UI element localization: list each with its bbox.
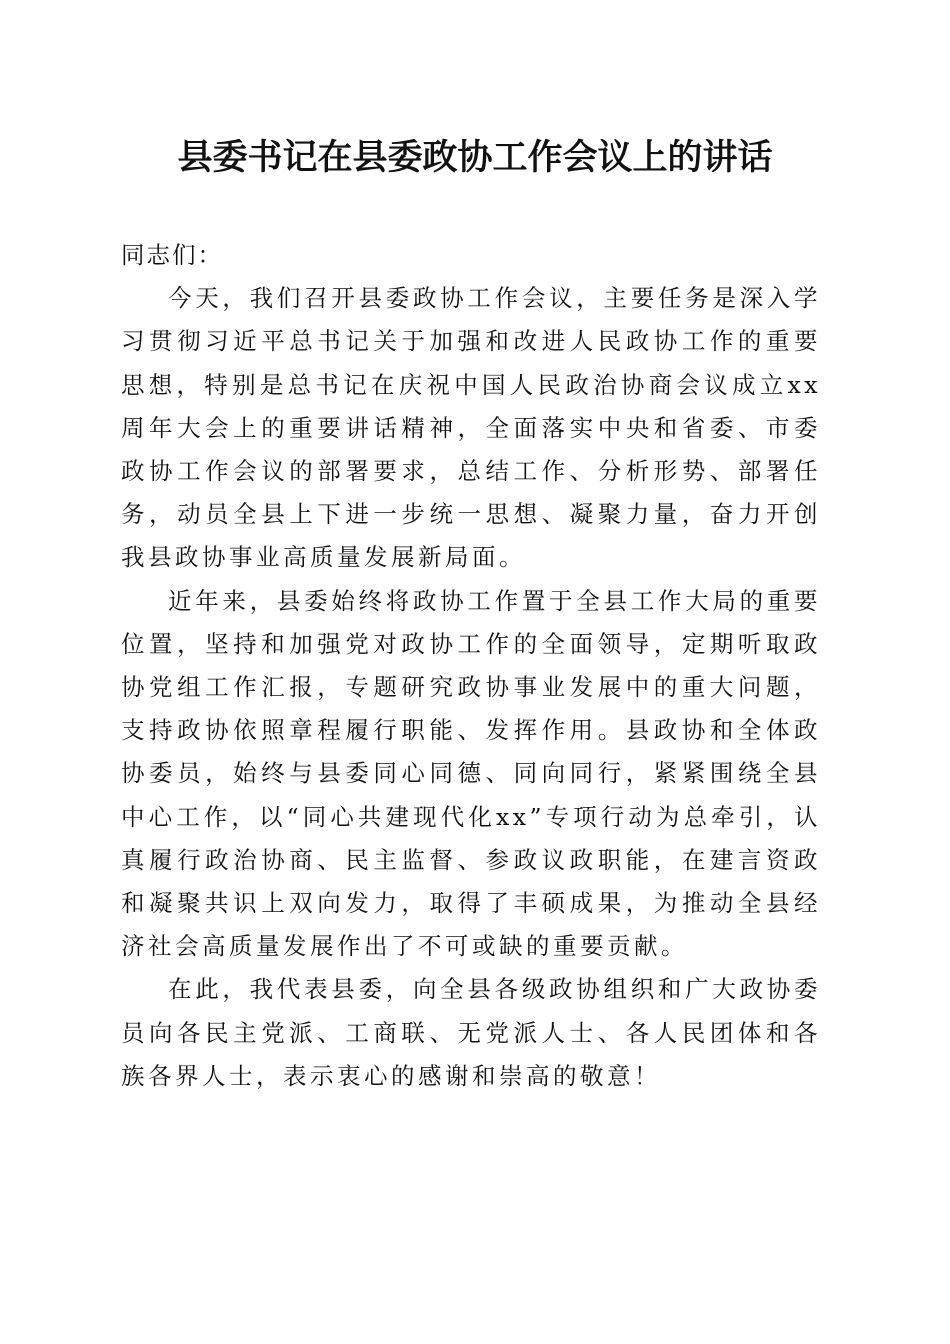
paragraph-thanks: 在此，我代表县委，向全县各级政协组织和广大政协委员向各民主党派、工商联、无党派人士、各人民团体和各族各界人士，表示衷心的感谢和崇高的敬意！ (121, 975, 821, 1090)
paragraph-opening: 今天，我们召开县委政协工作会议，主要任务是深入学习贯彻习近平总书记关于加强和改进人民政协工作的重要思想，特别是总书记在庆祝中国人民政治协商会议成立xx周年大会上的重要讲话精神，全面落实中央和省委、市委政协工作会议的部署要求，总结工作、分析形势、部署任务，动员全县上下进一步统一思想、凝聚力量，奋力开创我县政协事业高质量发展新局面。 (121, 284, 821, 572)
paragraph-achievements: 近年来，县委始终将政协工作置于全县工作大局的重要位置，坚持和加强党对政协工作的全面领导，定期听取政协党组工作汇报，专题研究政协事业发展中的重大问题，支持政协依照章程履行职能、发挥作用。县政协和全体政协委员，始终与县委同心同德、同向同行，紧紧围绕全县中心工作，以“同心共建现代化xx”专项行动为总牵引，认真履行政治协商、民主监督、参政议政职能，在建言资政和凝聚共识上双向发力，取得了丰硕成果，为推动全县经济社会高质量发展作出了不可或缺的重要贡献。 (121, 586, 821, 961)
document-title: 县委书记在县委政协工作会议上的讲话 (177, 137, 773, 178)
document-body (121, 234, 821, 1098)
salutation: 同志们： (121, 241, 223, 269)
